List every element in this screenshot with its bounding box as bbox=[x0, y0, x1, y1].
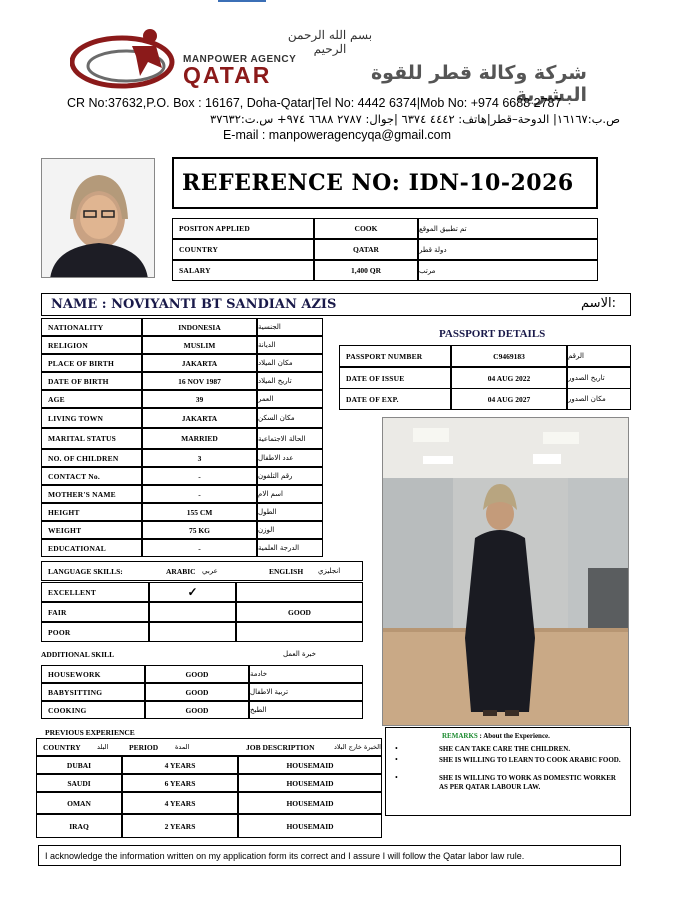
personal-row-value: INDONESIA bbox=[142, 318, 257, 336]
reference-number: REFERENCE NO: IDN-10-2026 bbox=[182, 170, 574, 196]
experience-col-country-ar: البلد bbox=[97, 743, 109, 751]
language-row-arabic-level bbox=[149, 602, 236, 622]
remarks-heading bbox=[442, 732, 550, 740]
experience-col-country: COUNTRY bbox=[43, 743, 81, 752]
remark-bullet-icon: • bbox=[395, 744, 398, 753]
skill-row-label: HOUSEWORK bbox=[41, 665, 145, 683]
personal-row-value: 155 CM bbox=[142, 503, 257, 521]
personal-row-label: PLACE OF BIRTH bbox=[41, 354, 142, 372]
personal-row-label: RELIGION bbox=[41, 336, 142, 354]
language-row-arabic-level bbox=[149, 622, 236, 642]
personal-row-arabic: تاريخ الميلاد bbox=[257, 372, 323, 390]
personal-row-arabic: الطول bbox=[257, 503, 323, 521]
passport-title: PASSPORT DETAILS bbox=[439, 328, 546, 340]
skill-row-label: BABYSITTING bbox=[41, 683, 145, 701]
personal-row-label: HEIGHT bbox=[41, 503, 142, 521]
experience-header-row bbox=[36, 738, 382, 756]
language-col-english: ENGLISH bbox=[269, 567, 304, 576]
remark-item: SHE CAN TAKE CARE THE CHILDREN. bbox=[439, 745, 571, 753]
acknowledgement-box bbox=[38, 845, 621, 866]
agency-name-big: QATAR bbox=[183, 62, 272, 88]
experience-row-country: SAUDI bbox=[36, 774, 122, 792]
personal-row-arabic: رقم التلفون bbox=[257, 467, 323, 485]
position-row-value: COOK bbox=[314, 218, 418, 239]
experience-row-job: HOUSEMAID bbox=[238, 814, 382, 838]
experience-row-job: HOUSEMAID bbox=[238, 792, 382, 814]
position-row-label: COUNTRY bbox=[172, 239, 314, 260]
personal-row-value: - bbox=[142, 467, 257, 485]
language-col-arabic-ar: عربي bbox=[202, 567, 218, 575]
language-row-label: EXCELLENT bbox=[41, 582, 149, 602]
personal-row-arabic: مكان الميلاد bbox=[257, 354, 323, 372]
position-row-arabic: مرتب bbox=[418, 260, 598, 281]
remarks-subtitle: : About the Experience. bbox=[479, 732, 550, 740]
passport-row-value: 04 AUG 2022 bbox=[451, 367, 567, 389]
remark-item: SHE IS WILLING TO LEARN TO COOK ARABIC FOOD. bbox=[439, 756, 621, 764]
personal-row-value: MARRIED bbox=[142, 428, 257, 449]
passport-row-arabic: مكان الصدور bbox=[567, 388, 631, 410]
acknowledgement-text: I acknowledge the information written on my application form its correct and I assure I will follow the Qatar labor law rule. bbox=[45, 850, 525, 861]
personal-row-arabic: مكان السكن bbox=[257, 408, 323, 428]
passport-row-label: DATE OF EXP. bbox=[339, 388, 451, 410]
language-col-arabic: ARABIC bbox=[166, 567, 196, 576]
remarks-title: REMARKS bbox=[442, 732, 478, 740]
personal-row-label: MOTHER'S NAME bbox=[41, 485, 142, 503]
passport-row-arabic: تاريخ الصدور bbox=[567, 367, 631, 389]
applicant-portrait-photo bbox=[41, 158, 155, 278]
reference-box bbox=[172, 157, 598, 209]
personal-row-value: - bbox=[142, 485, 257, 503]
agency-name-small: MANPOWER AGENCY bbox=[183, 54, 297, 65]
passport-row-label: DATE OF ISSUE bbox=[339, 367, 451, 389]
position-row-label: SALARY bbox=[172, 260, 314, 281]
personal-row-arabic: الدرجة العلمية bbox=[257, 539, 323, 557]
applicant-name: NAME : NOVIYANTI BT SANDIAN AZIS bbox=[51, 297, 337, 312]
personal-row-value: JAKARTA bbox=[142, 408, 257, 428]
personal-row-value: 75 KG bbox=[142, 521, 257, 539]
personal-row-arabic: الحالة الاجتماعية bbox=[257, 428, 323, 449]
personal-row-arabic: الوزن bbox=[257, 521, 323, 539]
skill-row-arabic: تربية الاطفال bbox=[249, 683, 363, 701]
language-row-arabic-level: ✓ bbox=[149, 582, 236, 602]
passport-row-value: 04 AUG 2027 bbox=[451, 388, 567, 410]
email-line bbox=[67, 128, 607, 142]
contact-line-ar: ص.ب:١٦١٦٧| الدوحة–قطر|هاتف: ٤٤٤٢ ٦٣٧٤ |جوال: ٢٧٨٧ ٦٦٨٨ ٩٧٤+ س.ت:٣٧٦٣٢ bbox=[210, 112, 620, 126]
personal-row-arabic: العمر bbox=[257, 390, 323, 408]
personal-row-value: MUSLIM bbox=[142, 336, 257, 354]
personal-row-value: 16 NOV 1987 bbox=[142, 372, 257, 390]
experience-col-period: PERIOD bbox=[129, 743, 159, 752]
additional-skill-title-arabic: خبرة العمل bbox=[283, 650, 316, 658]
personal-row-label: NO. OF CHILDREN bbox=[41, 449, 142, 467]
experience-row-job: HOUSEMAID bbox=[238, 756, 382, 774]
language-header-row bbox=[41, 561, 363, 581]
remark-item: SHE IS WILLING TO WORK AS DOMESTIC WORKER AS PER QATAR LABOUR LAW. bbox=[439, 774, 616, 791]
agency-name-arabic: شركة وكالة قطر للقوة البشرية bbox=[370, 62, 587, 106]
language-row-label: FAIR bbox=[41, 602, 149, 622]
personal-row-value: 39 bbox=[142, 390, 257, 408]
email-address[interactable]: E-mail : manpoweragencyqa@gmail.com bbox=[222, 128, 452, 142]
remark-bullet-icon: • bbox=[395, 755, 398, 764]
language-col-english-ar: انجليزي bbox=[318, 567, 341, 575]
remarks-box bbox=[385, 727, 631, 816]
position-row-value: QATAR bbox=[314, 239, 418, 260]
personal-row-arabic: الديانة bbox=[257, 336, 323, 354]
experience-row-period: 4 YEARS bbox=[122, 792, 238, 814]
personal-row-arabic: الجنسية bbox=[257, 318, 323, 336]
personal-row-value: JAKARTA bbox=[142, 354, 257, 372]
experience-row-country: OMAN bbox=[36, 792, 122, 814]
personal-row-label: NATIONALITY bbox=[41, 318, 142, 336]
skill-row-label: COOKING bbox=[41, 701, 145, 719]
language-row-english-level bbox=[236, 622, 363, 642]
experience-row-country: IRAQ bbox=[36, 814, 122, 838]
personal-row-label: DATE OF BIRTH bbox=[41, 372, 142, 390]
passport-row-value: C9469183 bbox=[451, 345, 567, 367]
language-row-english-level: GOOD bbox=[236, 602, 363, 622]
agency-logo bbox=[70, 26, 182, 92]
experience-row-period: 6 YEARS bbox=[122, 774, 238, 792]
language-row-english-level bbox=[236, 582, 363, 602]
language-header-label: LANGUAGE SKILLS: bbox=[48, 567, 123, 576]
contact-line-en: CR No:37632,P.O. Box : 16167, Doha-Qatar|Tel No: 4442 6374|Mob No: +974 6688 2787 bbox=[67, 96, 562, 110]
experience-col-job-ar: الخبرة خارج البلاد bbox=[334, 743, 381, 751]
skill-row-arabic: الطبخ bbox=[249, 701, 363, 719]
experience-col-job: JOB DESCRIPTION bbox=[246, 743, 315, 752]
name-bar bbox=[41, 293, 631, 316]
experience-row-period: 4 YEARS bbox=[122, 756, 238, 774]
personal-row-value: 3 bbox=[142, 449, 257, 467]
name-label-arabic: الاسم: bbox=[581, 296, 616, 311]
personal-row-label: LIVING TOWN bbox=[41, 408, 142, 428]
personal-row-label: CONTACT No. bbox=[41, 467, 142, 485]
skill-row-value: GOOD bbox=[145, 683, 249, 701]
personal-row-label: WEIGHT bbox=[41, 521, 142, 539]
personal-row-value: - bbox=[142, 539, 257, 557]
top-accent-line bbox=[218, 0, 266, 2]
language-row-label: POOR bbox=[41, 622, 149, 642]
position-row-value: 1,400 QR bbox=[314, 260, 418, 281]
personal-row-label: AGE bbox=[41, 390, 142, 408]
position-row-arabic: دولة قطر bbox=[418, 239, 598, 260]
passport-row-arabic: الرقم bbox=[567, 345, 631, 367]
remark-bullet-icon: • bbox=[395, 773, 398, 782]
experience-col-period-ar: المدة bbox=[175, 743, 190, 751]
experience-row-country: DUBAI bbox=[36, 756, 122, 774]
experience-title: PREVIOUS EXPERIENCE bbox=[45, 728, 135, 737]
personal-row-arabic: اسم الام bbox=[257, 485, 323, 503]
personal-row-label: MARITAL STATUS bbox=[41, 428, 142, 449]
passport-row-label: PASSPORT NUMBER bbox=[339, 345, 451, 367]
personal-row-label: EDUCATIONAL bbox=[41, 539, 142, 557]
skill-row-arabic: خادمة bbox=[249, 665, 363, 683]
experience-row-period: 2 YEARS bbox=[122, 814, 238, 838]
position-row-label: POSITON APPLIED bbox=[172, 218, 314, 239]
position-row-arabic: تم تطبيق الموقع bbox=[418, 218, 598, 239]
bismillah: بسم الله الرحمن الرحيم bbox=[287, 28, 373, 56]
experience-row-job: HOUSEMAID bbox=[238, 774, 382, 792]
additional-skill-title: ADDITIONAL SKILL bbox=[41, 650, 115, 659]
skill-row-value: GOOD bbox=[145, 665, 249, 683]
personal-row-arabic: عدد الاطفال bbox=[257, 449, 323, 467]
applicant-full-body-photo bbox=[382, 417, 629, 726]
skill-row-value: GOOD bbox=[145, 701, 249, 719]
